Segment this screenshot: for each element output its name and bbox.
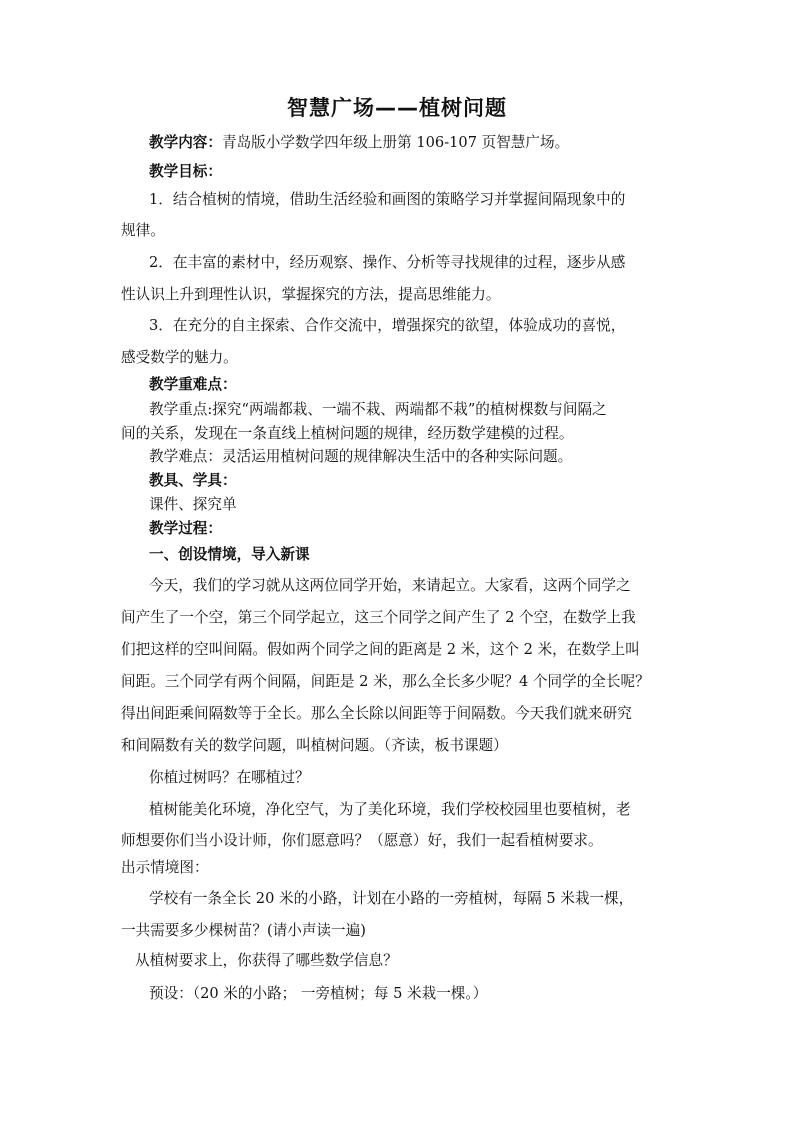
tools-text: 课件、探究单 xyxy=(149,496,237,513)
difficult-point-line: 教学难点：灵活运用植树问题的规律解决生活中的各种实际问题。 xyxy=(149,448,573,465)
paragraph-2-line-2: 师想要你们当小设计师，你们愿意吗？（愿意）好，我们一起看植树要求。 xyxy=(121,832,603,849)
paragraph-2-line-1: 植树能美化环境，净化空气，为了美化环境，我们学校校园里也要植树，老 xyxy=(149,801,631,818)
goals-heading: 教学目标： xyxy=(149,163,222,180)
tools-heading: 教具、学具： xyxy=(149,472,237,489)
key-points-heading: 教学重难点： xyxy=(149,376,237,393)
key-point-line-2: 间的关系，发现在一条直线上植树问题的规律，经历数学建模的过程。 xyxy=(121,425,574,442)
question-1: 你植过树吗？在哪植过？ xyxy=(149,769,310,786)
preset-line: 预设：（20 米的小路； 一旁植树；每 5 米栽一棵。） xyxy=(149,985,488,1002)
goal-3-line-2: 感受数学的魅力。 xyxy=(121,349,238,366)
key-point-line-1: 教学重点:探究“两端都栽、一端不栽、两端都不栽”的植树棵数与间隔之 xyxy=(149,401,607,418)
goal-2-line-2: 性认识上升到理性认识，掌握探究的方法，提高思维能力。 xyxy=(121,286,501,303)
paragraph-1-line-6: 和间隔数有关的数学问题，叫植树问题。（齐读，板书课题） xyxy=(121,737,508,754)
goal-1-line-2: 规律。 xyxy=(121,222,165,239)
teaching-content-label: 教学内容： xyxy=(149,134,222,151)
paragraph-3-line-1: 学校有一条全长 20 米的小路，计划在小路的一旁植树，每隔 5 米栽一棵， xyxy=(149,890,634,907)
teaching-content-line xyxy=(149,133,709,153)
teaching-content-text: 青岛版小学数学四年级上册第 106-107 页智慧广场。 xyxy=(221,134,570,151)
show-scene-label: 出示情境图： xyxy=(121,859,209,876)
process-heading: 教学过程： xyxy=(149,520,222,537)
paragraph-3-line-2: 一共需要多少棵树苗？(请小声读一遍) xyxy=(121,922,366,939)
goal-3-line-1: 3．在充分的自主探索、合作交流中，增强探究的欲望，体验成功的喜悦， xyxy=(149,317,626,334)
paragraph-1-line-5: 得出间距乘间隔数等于全长。那么全长除以间距等于间隔数。今天我们就来研究 xyxy=(121,705,632,722)
paragraph-1-line-4: 间距。三个同学有两个间隔，间距是 2 米，那么全长多少呢？4 个同学的全长呢？ xyxy=(121,673,650,690)
question-2: 从植树要求上，你获得了哪些数学信息？ xyxy=(135,952,398,969)
document-title: 智慧广场——植树问题 xyxy=(287,96,507,120)
goal-2-line-1: 2．在丰富的素材中，经历观察、操作、分析等寻找规律的过程，逐步从感 xyxy=(149,254,626,271)
paragraph-1-line-1: 今天，我们的学习就从这两位同学开始，来请起立。大家看，这两个同学之 xyxy=(149,577,631,594)
paragraph-1-line-2: 间产生了一个空，第三个同学起立，这三个同学之间产生了 2 个空，在数学上我 xyxy=(121,609,636,626)
paragraph-1-line-3: 们把这样的空叫间隔。假如两个同学之间的距离是 2 米，这个 2 米，在数学上叫 xyxy=(121,641,640,658)
section-1-heading: 一、创设情境，导入新课 xyxy=(149,546,310,563)
goal-1-line-1: 1．结合植树的情境，借助生活经验和画图的策略学习并掌握间隔现象中的 xyxy=(149,191,626,208)
